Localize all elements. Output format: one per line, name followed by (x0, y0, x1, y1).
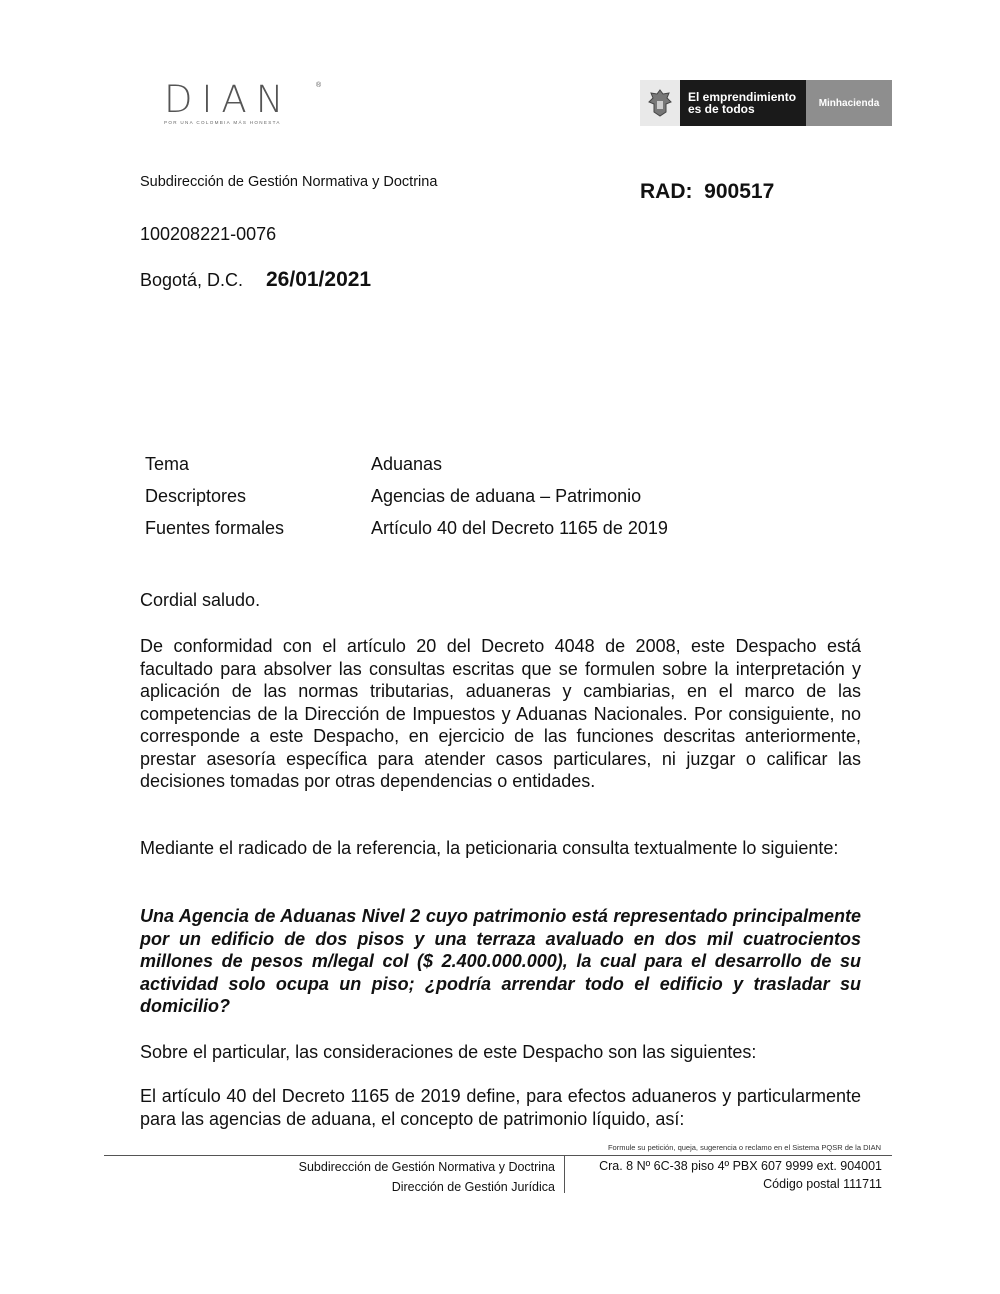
ministry-label: Minhacienda (806, 80, 892, 126)
subject-table (145, 452, 668, 548)
gov-slogan-line-2: es de todos (688, 102, 755, 116)
paragraph-article-40: El artículo 40 del Decreto 1165 de 2019 define, para efectos aduaneros y particularmente para las agencias de aduana, el concepto de patrimonio líquido, así: (140, 1086, 861, 1129)
city: Bogotá, D.C. (140, 270, 244, 290)
footer-street-address: Cra. 8 Nº 6C-38 piso 4º PBX 607 9999 ext. 904001 (599, 1159, 882, 1173)
greeting: Cordial saludo. (140, 590, 261, 610)
rad-label: RAD: (640, 180, 693, 203)
rad-value: 900517 (704, 180, 775, 203)
footer-direction: Dirección de Gestión Jurídica (391, 1180, 555, 1194)
gov-slogan-line-1: El emprendimiento (688, 90, 797, 104)
footer-pqsr-note: Formule su petición, queja, sugerencia o reclamo en el Sistema PQSR de la DIAN (607, 1143, 881, 1152)
dian-logo (164, 80, 326, 128)
footer-office (240, 1157, 555, 1197)
paragraph-competence: De conformidad con el artículo 20 del Decreto 4048 de 2008, este Despacho está facultado para absolver las consultas escritas que se formulen sobre la interpretación y aplicación de las normas tributarias, aduaneras y cambiarias, en el marco de las competencias de la Dirección de Impuestos y Aduanas Nacionales. Por consiguiente, no corresponde a este Despacho, en ejercicio de las funciones descritas anteriormente, prestar asesoría específica para atender casos particulares, ni juzgar o calificar las decisiones tomadas por otras dependencias o entidades. (140, 636, 861, 791)
dian-logo-text: DIAN (164, 78, 293, 121)
subject-value: Aduanas (371, 454, 443, 474)
paragraph-considerations: Sobre el particular, las consideraciones de este Despacho son las siguientes: (140, 1042, 757, 1062)
file-number: 100208221-0076 (140, 224, 277, 244)
subject-row (145, 452, 668, 484)
rad-number (640, 180, 774, 204)
formal-sources-row (145, 516, 668, 548)
formal-sources-value: Artículo 40 del Decreto 1165 de 2019 (371, 518, 668, 538)
descriptors-key: Descriptores (145, 486, 247, 506)
descriptors-row (145, 484, 668, 516)
quoted-question: Una Agencia de Aduanas Nivel 2 cuyo patrimonio está representado principalmente por un edificio de dos pisos y una terraza avaluado en dos mil cuatrocientos millones de pesos m/legal col ($ 2.400.000.000), la cual para el desarrollo de su actividad solo ocupa un piso; ¿podría arrendar todo el edificio y trasladar su domicilio? (140, 906, 861, 1016)
coat-of-arms-icon (640, 80, 680, 126)
paragraph-request: Mediante el radicado de la referencia, la peticionaria consulta textualmente lo siguiente: (140, 838, 839, 858)
footer-divider (104, 1155, 892, 1156)
gov-slogan (680, 80, 806, 126)
subdirection-heading: Subdirección de Gestión Normativa y Doctrina (140, 174, 438, 190)
footer-vertical-divider (564, 1156, 565, 1193)
footer-postal-code: Código postal 111711 (763, 1177, 882, 1191)
dian-logo-tagline: POR UNA COLOMBIA MÁS HONESTA (164, 120, 281, 125)
document-date: 26/01/2021 (266, 268, 372, 291)
government-banner (640, 80, 892, 126)
subject-key: Tema (145, 454, 190, 474)
footer-subdirection: Subdirección de Gestión Normativa y Doctrina (298, 1160, 555, 1174)
registered-mark-icon: ® (316, 82, 322, 89)
formal-sources-key: Fuentes formales (145, 518, 285, 538)
footer-address (580, 1157, 882, 1193)
descriptors-value: Agencias de aduana – Patrimonio (371, 486, 642, 506)
